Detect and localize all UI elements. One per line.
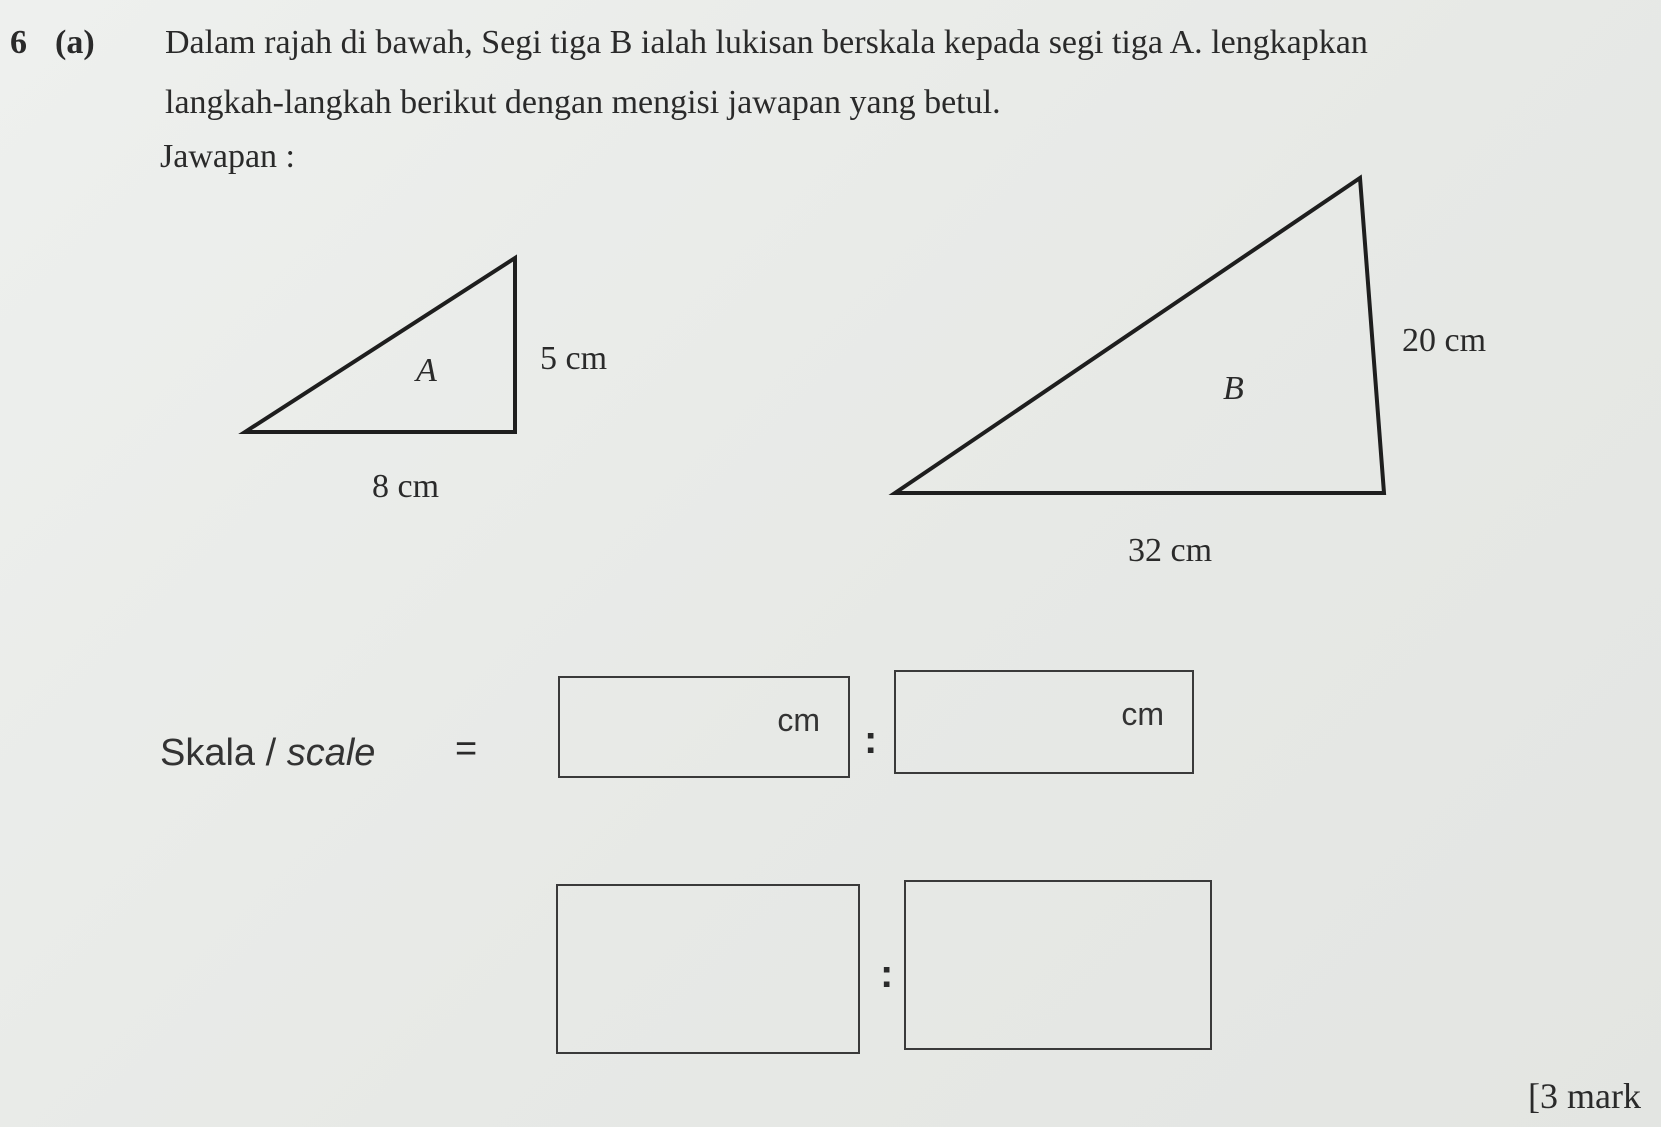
scale-equals: = [455, 728, 478, 770]
scale-left-answer-box[interactable] [558, 676, 850, 778]
answer-label: Jawapan : [160, 138, 296, 175]
ratio-left-answer-box[interactable] [556, 884, 860, 1054]
scale-right-answer-box[interactable] [894, 670, 1194, 774]
scale-label-italic: scale [286, 732, 376, 774]
question-part: (a) [55, 24, 95, 61]
ratio-right-answer-box[interactable] [904, 880, 1212, 1050]
marks-label: [3 mark [1528, 1076, 1641, 1116]
ratio-separator: : [880, 952, 894, 996]
question-number: 6 [10, 24, 27, 61]
scale-separator: : [864, 718, 878, 762]
scale-right-unit: cm [1121, 696, 1164, 732]
triangle-a [245, 258, 515, 432]
triangle-b-base-label: 32 cm [1128, 532, 1213, 569]
triangle-a-name: A [416, 352, 437, 389]
scale-left-unit: cm [777, 702, 820, 738]
triangle-a-base-label: 8 cm [372, 468, 440, 505]
scale-label-main: Skala / [160, 732, 287, 774]
question-text-line-1: Dalam rajah di bawah, Segi tiga B ialah lukisan berskala kepada segi tiga A. lengkapkan [165, 24, 1368, 61]
scale-label [160, 732, 375, 775]
triangle-b [895, 178, 1384, 493]
triangle-a-height-label: 5 cm [540, 340, 608, 377]
triangle-b-name: B [1223, 370, 1244, 407]
question-text-line-2: langkah-langkah berikut dengan mengisi jawapan yang betul. [165, 84, 1001, 121]
triangle-b-height-label: 20 cm [1402, 322, 1487, 359]
